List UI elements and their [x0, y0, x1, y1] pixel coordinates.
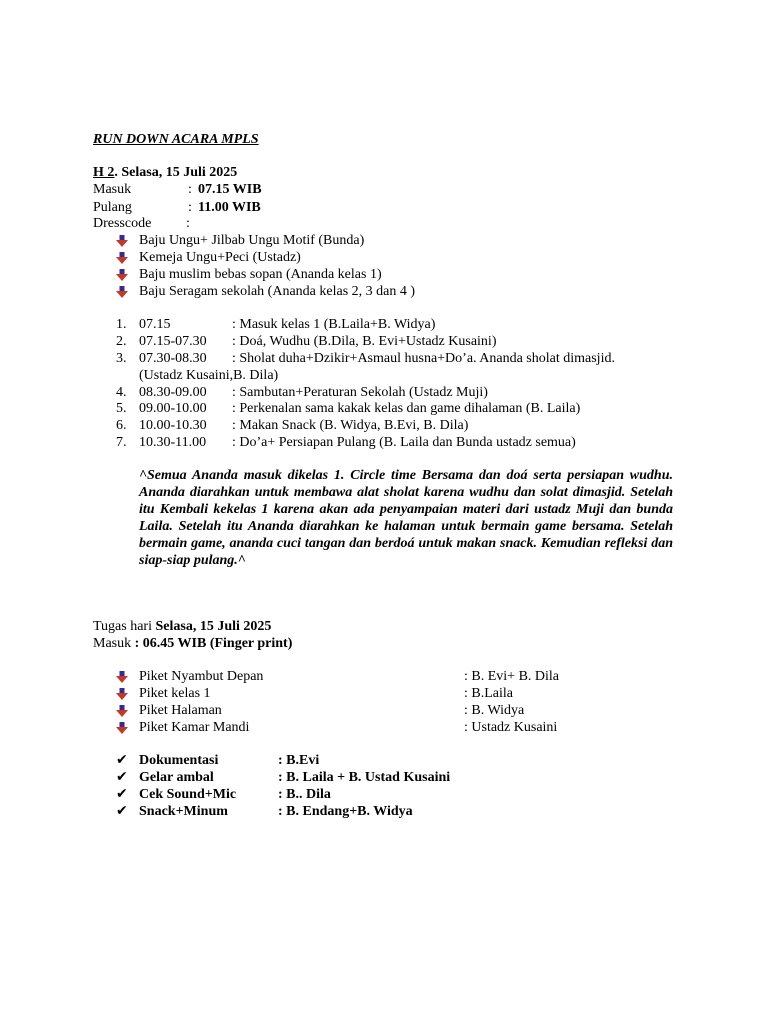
arrow-bullet-icon: [116, 235, 128, 247]
list-item: Baju muslim bebas sopan (Ananda kelas 1): [139, 267, 382, 282]
piket-label: Piket Kamar Mandi: [139, 720, 250, 735]
schedule-num: 4.: [116, 385, 127, 400]
tugas-masuk-label: Masuk: [93, 636, 135, 651]
note-paragraph: ^Semua Ananda masuk dikelas 1. Circle time Bersama dan doá serta persiapan wudhu. Ananda diarahkan untuk membawa alat sholat karena wudhu dan solat dimasjid. Setelah itu Kembali kekelas 1 karena akan ada penyampaian materi dari ustadz Muji dan bunda Laila. Setelah itu Ananda diarahkan ke halaman untuk bermain game bersama. Setelah bermain game, ananda cuci tangan dan berdoá untuk makan snack. Kemudian refleksi dan siap-siap pulang.^: [139, 468, 673, 568]
masuk-value: 07.15 WIB: [198, 182, 262, 197]
checkmark-icon: ✔: [116, 769, 128, 785]
checkmark-icon: ✔: [116, 803, 128, 819]
schedule-num: 7.: [116, 435, 127, 450]
checklist-label: Gelar ambal: [139, 770, 214, 785]
masuk-sep: :: [188, 182, 192, 197]
schedule-time: 10.00-10.30: [139, 418, 207, 433]
piket-value: : B. Widya: [464, 703, 525, 718]
checklist-value: : B.Evi: [278, 753, 320, 768]
piket-label: Piket Halaman: [139, 703, 222, 718]
checkmark-icon: ✔: [116, 752, 128, 768]
list-item: Baju Seragam sekolah (Ananda kelas 2, 3 dan 4 ): [139, 284, 416, 299]
checklist-value: : B. Laila + B. Ustad Kusaini: [278, 770, 451, 785]
schedule-num: 3.: [116, 351, 127, 366]
schedule-desc: : Doá, Wudhu (B.Dila, B. Evi+Ustadz Kusaini): [232, 334, 497, 349]
schedule-time: 08.30-09.00: [139, 385, 207, 400]
pulang-label: Pulang: [93, 200, 132, 215]
arrow-bullet-icon: [116, 722, 128, 734]
piket-value: : Ustadz Kusaini: [464, 720, 558, 735]
schedule-desc: : Sambutan+Peraturan Sekolah (Ustadz Muji): [232, 385, 488, 400]
tugas-header: [93, 618, 271, 635]
arrow-bullet-icon: [116, 671, 128, 683]
tugas-date: Selasa, 15 Juli 2025: [155, 619, 272, 634]
checkmark-icon: ✔: [116, 786, 128, 802]
schedule-num: 1.: [116, 317, 127, 332]
schedule-desc: : Makan Snack (B. Widya, B.Evi, B. Dila): [232, 418, 469, 433]
piket-value: : B. Evi+ B. Dila: [464, 669, 560, 684]
dresscode-label: Dresscode: [93, 216, 152, 231]
schedule-time: 07.15: [139, 317, 171, 332]
arrow-bullet-icon: [116, 688, 128, 700]
arrow-bullet-icon: [116, 252, 128, 264]
arrow-bullet-icon: [116, 269, 128, 281]
piket-value: : B.Laila: [464, 686, 513, 701]
schedule-desc: : Masuk kelas 1 (B.Laila+B. Widya): [232, 317, 436, 332]
schedule-num: 6.: [116, 418, 127, 433]
schedule-desc: : Sholat duha+Dzikir+Asmaul husna+Do’a. Ananda sholat dimasjid.: [232, 351, 615, 366]
arrow-bullet-icon: [116, 705, 128, 717]
tugas-masuk-value: : 06.45 WIB (Finger print): [134, 636, 293, 651]
day-label: H 2: [93, 165, 115, 180]
list-item: Kemeja Ungu+Peci (Ustadz): [139, 250, 301, 265]
piket-label: Piket kelas 1: [139, 686, 211, 701]
day-date: . Selasa, 15 Juli 2025: [114, 165, 238, 180]
pulang-value: 11.00 WIB: [198, 200, 261, 215]
page-title: RUN DOWN ACARA MPLS: [93, 132, 259, 147]
schedule-num: 2.: [116, 334, 127, 349]
tugas-prefix: Tugas hari: [93, 619, 156, 634]
masuk-label: Masuk: [93, 182, 132, 197]
dresscode-sep: :: [186, 216, 190, 231]
checklist-label: Snack+Minum: [139, 804, 228, 819]
checklist-label: Cek Sound+Mic: [139, 787, 237, 802]
list-item: Baju Ungu+ Jilbab Ungu Motif (Bunda): [139, 233, 365, 248]
checklist-value: : B. Endang+B. Widya: [278, 804, 413, 819]
schedule-desc: : Do’a+ Persiapan Pulang (B. Laila dan Bunda ustadz semua): [232, 435, 576, 450]
schedule-time: 09.00-10.00: [139, 401, 207, 416]
schedule-num: 5.: [116, 401, 127, 416]
checklist-value: : B.. Dila: [278, 787, 331, 802]
piket-label: Piket Nyambut Depan: [139, 669, 264, 684]
day-header: [93, 164, 237, 181]
pulang-sep: :: [188, 200, 192, 215]
schedule-desc: : Perkenalan sama kakak kelas dan game dihalaman (B. Laila): [232, 401, 581, 416]
tugas-masuk: [93, 635, 292, 652]
arrow-bullet-icon: [116, 286, 128, 298]
schedule-time: 10.30-11.00: [139, 435, 207, 450]
schedule-desc-cont: (Ustadz Kusaini,B. Dila): [139, 368, 279, 383]
checklist-label: Dokumentasi: [139, 753, 219, 768]
schedule-time: 07.30-08.30: [139, 351, 207, 366]
schedule-time: 07.15-07.30: [139, 334, 207, 349]
